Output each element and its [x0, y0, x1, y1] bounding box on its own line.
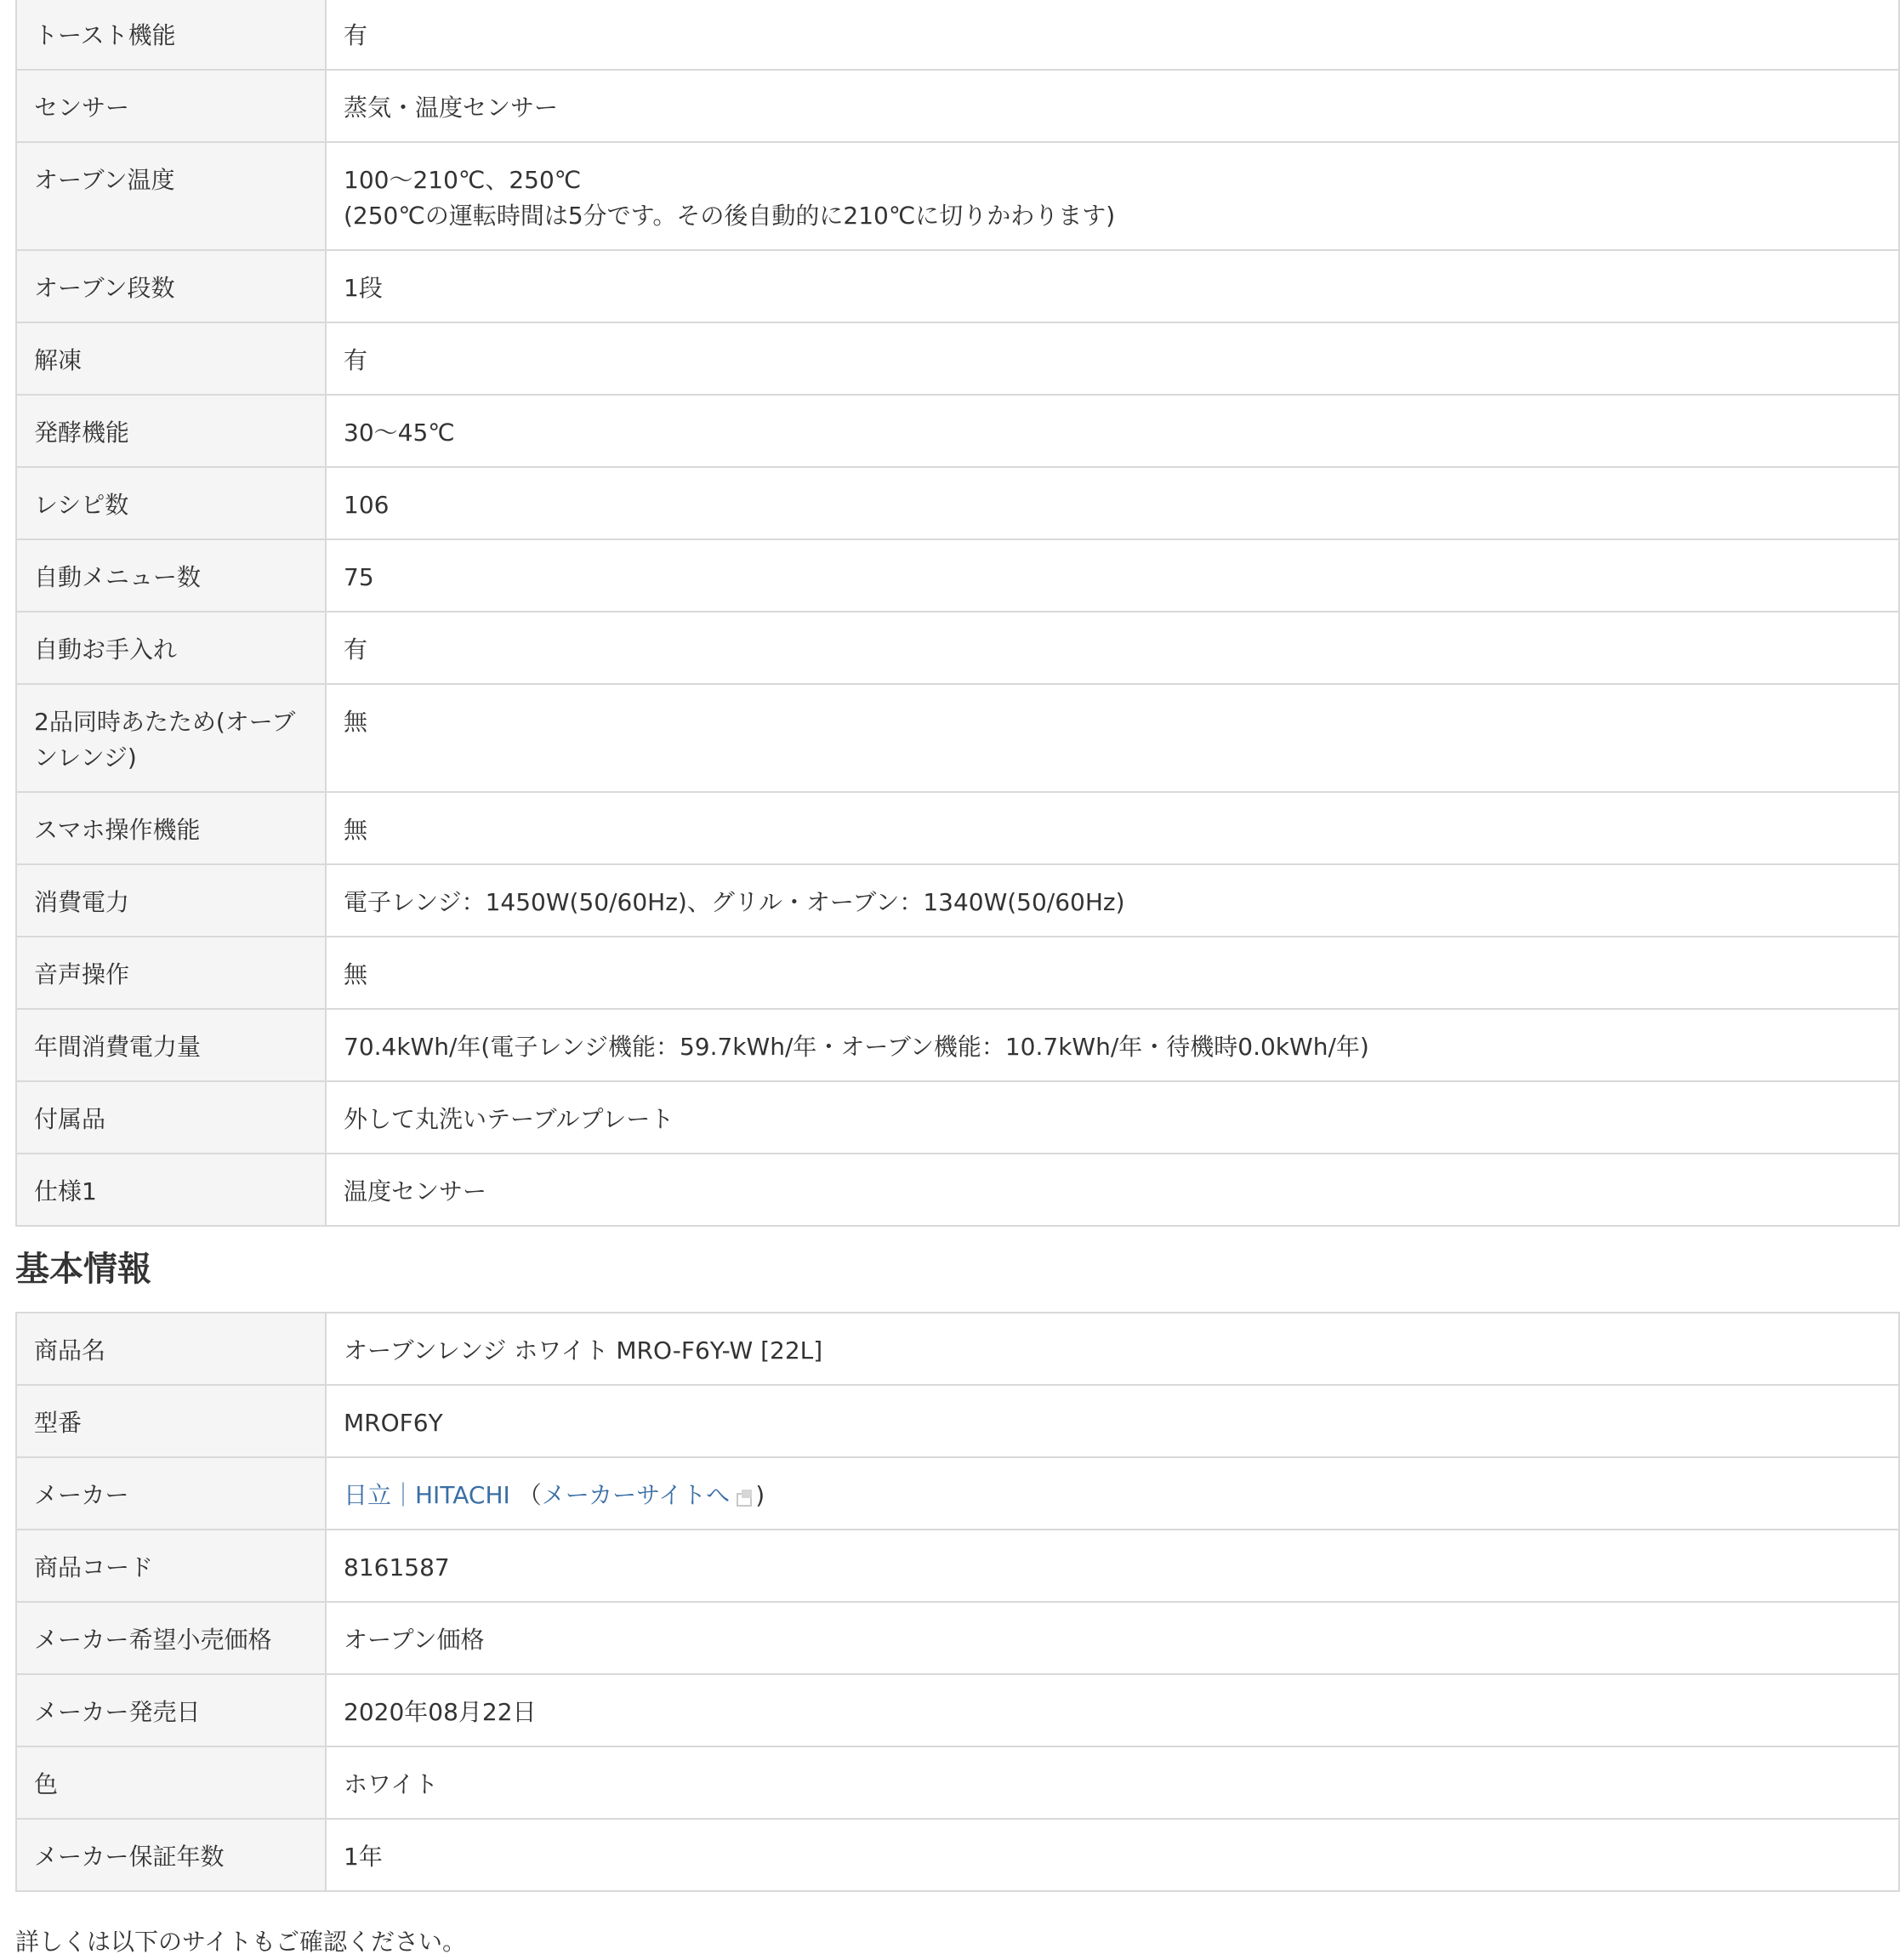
spec-row-accessories — [16, 1081, 1899, 1154]
spec-label: 2品同時あたため(オーブ — [34, 708, 296, 736]
section-heading-basic-info: 基本情報 — [15, 1250, 151, 1289]
info-value: 2020年08月22日 — [326, 1674, 1899, 1746]
info-label: メーカー希望小売価格 — [16, 1602, 326, 1674]
external-link-icon — [737, 1490, 755, 1505]
spec-value: 有 — [326, 322, 1899, 395]
spec-value-note: (250℃の運転時間は5分です。その後自動的に210℃に切りかわります) — [344, 202, 1116, 230]
info-label: 商品名 — [16, 1313, 326, 1385]
spec-label: センサー — [16, 70, 326, 142]
info-value: 8161587 — [326, 1530, 1899, 1602]
spec-value: 無 — [326, 937, 1899, 1009]
close-paren: ) — [755, 1481, 765, 1509]
info-value: 1年 — [326, 1819, 1899, 1891]
info-row-model — [16, 1385, 1899, 1457]
spec-label: レシピ数 — [16, 467, 326, 539]
open-paren: （ — [517, 1481, 542, 1509]
spec-row-dual-heating — [16, 684, 1899, 792]
spec-label-cont: ンレンジ) — [34, 744, 137, 772]
spec-row-auto-clean — [16, 612, 1899, 684]
info-value: ホワイト — [326, 1746, 1899, 1819]
spec-label-cell — [16, 684, 326, 792]
spec-row-power — [16, 864, 1899, 937]
info-row-product-code — [16, 1530, 1899, 1602]
spec-label: 自動お手入れ — [16, 612, 326, 684]
spec-row-fermentation — [16, 395, 1899, 467]
spec-value: 有 — [326, 612, 1899, 684]
maker-site-link[interactable] — [542, 1481, 755, 1509]
spec-row-recipes — [16, 467, 1899, 539]
info-row-maker — [16, 1457, 1899, 1530]
info-row-retail-price — [16, 1602, 1899, 1674]
spec-label: スマホ操作機能 — [16, 792, 326, 864]
spec-label: 音声操作 — [16, 937, 326, 1009]
spec-label: 付属品 — [16, 1081, 326, 1154]
info-value: オープン価格 — [326, 1602, 1899, 1674]
spec-row-defrost — [16, 322, 1899, 395]
spec-label: オーブン段数 — [16, 250, 326, 322]
spec-row-voice — [16, 937, 1899, 1009]
info-label: 商品コード — [16, 1530, 326, 1602]
info-label: メーカー — [16, 1457, 326, 1530]
spec-table — [15, 0, 1900, 1227]
spec-label: 発酵機能 — [16, 395, 326, 467]
info-value: MROF6Y — [326, 1385, 1899, 1457]
spec-row-annual-power — [16, 1009, 1899, 1081]
info-value: オーブンレンジ ホワイト MRO-F6Y-W [22L] — [326, 1313, 1899, 1385]
spec-value: 106 — [326, 467, 1899, 539]
spec-label: 仕様1 — [16, 1154, 326, 1226]
footer-note: 詳しくは以下のサイトもご確認ください。 — [15, 1928, 467, 1956]
spec-row-auto-menus — [16, 539, 1899, 612]
basic-info-table — [15, 1312, 1900, 1892]
spec-row-sensor — [16, 70, 1899, 142]
maker-site-link-label: メーカーサイトへ — [541, 1481, 731, 1509]
spec-value-cell — [326, 142, 1899, 250]
spec-label: 自動メニュー数 — [16, 539, 326, 612]
spec-label: トースト機能 — [16, 0, 326, 70]
info-row-color — [16, 1746, 1899, 1819]
spec-value: 100〜210℃、250℃ — [344, 166, 582, 194]
info-row-warranty — [16, 1819, 1899, 1891]
spec-content — [15, 0, 1900, 1892]
spec-value: 75 — [326, 539, 1899, 612]
spec-label: 年間消費電力量 — [16, 1009, 326, 1081]
spec-value: 70.4kWh/年(電子レンジ機能：59.7kWh/年・オーブン機能：10.7kWh/年・待機時0.0kWh/年) — [326, 1009, 1899, 1081]
info-row-product-name — [16, 1313, 1899, 1385]
spec-row-oven-temp — [16, 142, 1899, 250]
spec-value: 無 — [326, 792, 1899, 864]
maker-brand-link[interactable]: 日立｜HITACHI — [344, 1481, 510, 1509]
spec-label: 消費電力 — [16, 864, 326, 937]
spec-label: 解凍 — [16, 322, 326, 395]
info-label: メーカー保証年数 — [16, 1819, 326, 1891]
spec-value: 外して丸洗いテーブルプレート — [326, 1081, 1899, 1154]
spec-row-toast — [16, 0, 1899, 70]
info-label: 型番 — [16, 1385, 326, 1457]
spec-value: 有 — [326, 0, 1899, 70]
spec-row-smartphone — [16, 792, 1899, 864]
info-value-cell — [326, 1457, 1899, 1530]
spec-value: 無 — [326, 684, 1899, 792]
spec-row-spec1 — [16, 1154, 1899, 1226]
spec-row-oven-levels — [16, 250, 1899, 322]
spec-value: 電子レンジ：1450W(50/60Hz)、グリル・オーブン：1340W(50/60Hz) — [326, 864, 1899, 937]
info-label: メーカー発売日 — [16, 1674, 326, 1746]
spec-value: 1段 — [326, 250, 1899, 322]
spec-value: 30〜45℃ — [326, 395, 1899, 467]
spec-value: 蒸気・温度センサー — [326, 70, 1899, 142]
spec-label: オーブン温度 — [16, 142, 326, 250]
info-row-release-date — [16, 1674, 1899, 1746]
spec-value: 温度センサー — [326, 1154, 1899, 1226]
info-label: 色 — [16, 1746, 326, 1819]
